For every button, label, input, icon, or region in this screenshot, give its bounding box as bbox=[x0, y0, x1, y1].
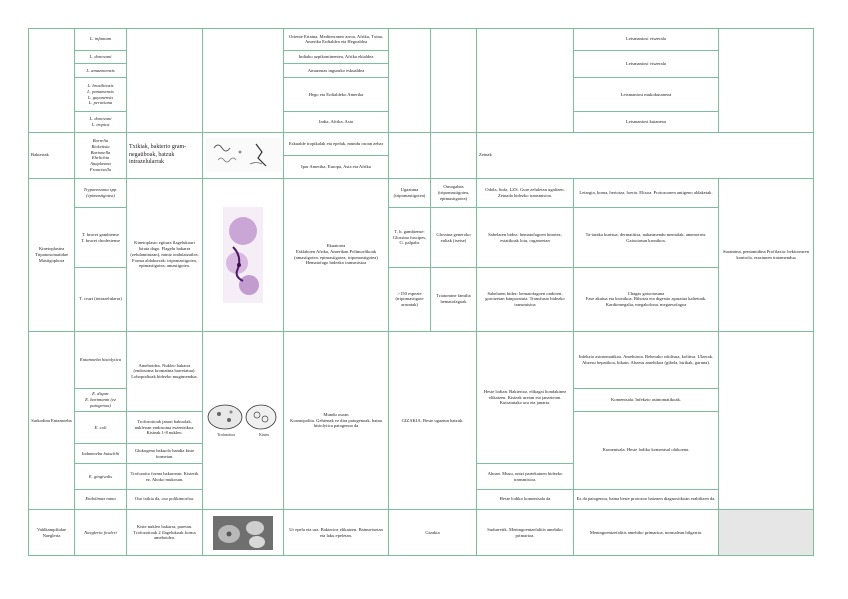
vector-cell bbox=[431, 29, 477, 133]
organism-cell: E. coli bbox=[75, 411, 127, 443]
distribution-cell: Amazonas inguruko eskualdea bbox=[284, 64, 389, 78]
route-cell: Heste lodian. Bakterioz, elikagai hondakinez elikatzen. Kisteak uretan eta janarietan. Kutsatutako ura eta janaria. bbox=[477, 331, 574, 464]
morphology-cell: Glukogeno bakuolo handia kiste formetan. bbox=[127, 443, 203, 464]
table-row bbox=[29, 178, 848, 208]
distribution-cell: Ur epela eta ura. Bakterioz elikatzen. Bainuetxetan eta laku epeletan. bbox=[284, 510, 389, 556]
vector-cell: Triatomine familia hematofagoak bbox=[431, 267, 477, 331]
organism-cell: T. cruzi (intrazelularra) bbox=[75, 267, 127, 331]
treatment-cell bbox=[719, 29, 814, 133]
distribution-cell: Indiako azpikontinentea, Afrika ekialdea bbox=[284, 50, 389, 64]
disease-cell: Leismaniosi viszerala bbox=[574, 29, 719, 51]
disease-cell: Meningoentzefalitis amebiko primarioa, normalean hilgarria. bbox=[574, 510, 719, 556]
host-cell: T. b. gambiense: Glossina fuscipes, G. palpalis bbox=[389, 208, 431, 267]
host-cell: >150 espezie (tripomastigote arruntak) bbox=[389, 267, 431, 331]
organism-cell: E. gingivalis bbox=[75, 464, 127, 489]
route-cell: Sabelaren bidez: hematofagoen bitartez, estatikoak lotu, organoetan bbox=[477, 208, 574, 267]
parasite-table bbox=[28, 28, 848, 556]
host-cell bbox=[389, 132, 431, 178]
route-cell: Odola, linfa, LZS. Gure zeluletan ugaltzen. Zeinada bidezko transmisioa. bbox=[477, 178, 574, 208]
disease-cell: Leismaniosi kutaneoa bbox=[574, 112, 719, 133]
treatment-cell: Suramina, pentamidina Profilaxia: bektorearen kontrola, eraztunen tratamendua bbox=[719, 178, 814, 331]
morphology-cell: Trofozoitoak janari bakuolak, nukleoan endosoma eszentrikoa. Kisteak 1-8 nukleo. bbox=[127, 411, 203, 443]
image-cell bbox=[203, 132, 284, 178]
organism-cell: Iodamoeba butschlii bbox=[75, 443, 127, 464]
route-cell: Ahoan. Musu, ontzi partekatuen bidezko transmisioa. bbox=[477, 464, 574, 489]
morphology-cell: Oso txikia da, oso polikimorfoa. bbox=[127, 489, 203, 510]
image-cell bbox=[203, 510, 284, 556]
disease-cell: Infekzio asintomatikoa. Amebiasia. Beherako odoltsua, kolitisa. Ulzerak. Abzesu hepatikoa, bikain. Abzesu amebikoa (gibela, birikak, garuna). bbox=[574, 331, 719, 388]
disease-cell: Chagas gaixotasuna Fase akutua eta kronikoa. Bihotza eta digestio aparatua kaltetuak. Kardiomegalia, megakolona, megaesofagoa bbox=[574, 267, 719, 331]
organism-cell: L. donovani bbox=[75, 50, 127, 64]
morphology-cell: Ameboidea. Nukleo bakarra (endosoma kromatina barreiatua). Lobopodioak bidezko mugimendua. bbox=[127, 331, 203, 411]
distribution-cell: Mundu osoan Kosmopolita. Gehienak ez dira patogenoak, baina histolytica patogenoa da bbox=[284, 331, 389, 509]
organism-cell: Naegleria fowleri bbox=[75, 510, 127, 556]
route-cell: Heste lodiko komentsala da bbox=[477, 489, 574, 510]
organism-cell: Entamoeba histolytica bbox=[75, 331, 127, 388]
disease-cell: Komentsala. Heste lodiko komentsal ohikoena. bbox=[574, 411, 719, 489]
disease-cell: Ez da patogenoa, baina beste protozoo batzuen diagnostikoan erabiltzen da. bbox=[574, 489, 719, 510]
image-cell bbox=[203, 331, 284, 509]
image-label: Kistea bbox=[259, 433, 269, 438]
disease-cell: Letargia, koma, heriotza, loeria. Eltxoa. Protozoaren antigeno aldaketak. bbox=[574, 178, 719, 208]
organism-cell: Endolimax nana bbox=[75, 489, 127, 510]
vector-cell: Ornogabea (tripomastigotea, epimastigotea) bbox=[431, 178, 477, 208]
bacteria-image bbox=[205, 134, 281, 177]
image-cell bbox=[203, 29, 284, 133]
distribution-cell: Hego eta Erdialdeko Amerika bbox=[284, 78, 389, 112]
image-label: Trofozoitoa bbox=[217, 433, 235, 438]
table-row bbox=[29, 510, 848, 556]
distribution-cell: India, Afrika, Asia bbox=[284, 112, 389, 133]
host-cell: Ugaztuna (tripomastigotea) bbox=[389, 178, 431, 208]
morphology-cell: Kiste nukleo bakarra, paretan. Trofozoitoak 2 flagelukoak forma ameboidea. bbox=[127, 510, 203, 556]
vector-cell bbox=[431, 132, 477, 178]
route-cell bbox=[477, 29, 574, 133]
treatment-cell bbox=[719, 331, 814, 509]
route-cell: Sudurretik. Meningoentzefalitis amebiko primarioa. bbox=[477, 510, 574, 556]
disease-cell: Leismaniosi mukokutaneoa bbox=[574, 78, 719, 112]
morphology-cell: Trofozoito forma bakarrean. Kisterik ez. Ahoko mukosan. bbox=[127, 464, 203, 489]
host-cell: GIZAKIA. Beste ugaztun batzuk. bbox=[389, 331, 477, 509]
route-cell: Sabelaren bidez: hematofagoen ondoren, gorotzetan kanporatuta. Transfusio bidezko transmisioa bbox=[477, 267, 574, 331]
organism-cell: L. donovani L. tropica bbox=[75, 112, 127, 133]
group-cell-bakteriak: Bakteriak bbox=[29, 132, 75, 178]
naegleria-image bbox=[205, 511, 281, 554]
treatment-cell bbox=[719, 510, 814, 556]
morphology-cell: Txikiak, bakterio gram-negatiboak, batzuk intrazelularrak bbox=[127, 132, 203, 178]
group-cell-trypanosoma: Kinetoplastea Tripanosomatidae Mastigophora bbox=[29, 178, 75, 331]
disease-cell: Ta-taraka kurtsua, dermatitisa, nahasmendu mentalak, amenorrea. Gaixotasun kronikoa. bbox=[574, 208, 719, 267]
distribution-cell: Eskualde tropikalak eta epelak, mundu osoan zehar bbox=[284, 132, 389, 155]
table-row bbox=[29, 29, 848, 51]
distribution-cell: Ipar Amerika, Europa, Asia eta Afrika bbox=[284, 155, 389, 178]
group-cell-leishmania bbox=[29, 29, 75, 133]
vector-cell: Glossina generoko euliak (tsetse) bbox=[431, 208, 477, 267]
organism-cell: E. dispar E. hartmanni (ez patogenoa) bbox=[75, 388, 127, 411]
route-cell: Zeinak bbox=[477, 132, 814, 178]
organism-cell: L. infantum bbox=[75, 29, 127, 51]
group-cell-sarkodina: Sarkodina Entamoeba bbox=[29, 331, 75, 509]
distribution-cell: Ekuatorea Esklaboen Afrika, Amerikan Polimorfikoak (amastigotea, epimastigotea, tripomastigotea) Hematofago bidezko transmisioa bbox=[284, 178, 389, 331]
organism-cell: L. amazonensis bbox=[75, 64, 127, 78]
organism-cell: Borrelia Rickettsia Bartonella Ehrlichia Anaplasma Francisella bbox=[75, 132, 127, 178]
group-cell-vahlkampfiidae: Vahlkampfiidae Naegleria bbox=[29, 510, 75, 556]
host-cell bbox=[389, 29, 431, 133]
table-row bbox=[29, 132, 848, 155]
disease-cell: Leismaniosi viszerala bbox=[574, 50, 719, 77]
organism-cell: Trypanosoma spp. (epimastigotea) bbox=[75, 178, 127, 208]
host-cell: Gizakia bbox=[389, 510, 477, 556]
morphology-cell bbox=[127, 29, 203, 133]
organism-cell: T. brucei gambiense T. brucei rhodesiense bbox=[75, 208, 127, 267]
table-row bbox=[29, 331, 848, 388]
image-cell bbox=[203, 178, 284, 331]
organism-cell: L. braziliensis L. panamensis L. guyanensis L. peruviana bbox=[75, 78, 127, 112]
morphology-cell: Kinetoplasto egitura flagelukoari lotuta dago. Flagelu bakarra (zelulamintzan), mintz ondulatzailea. Forma aldakorrak: tripomastigotea, epimastigotea, amastigotea. bbox=[127, 178, 203, 331]
trypanosoma-image bbox=[205, 180, 281, 330]
distribution-cell: Oriente Ertaina, Mediterraneo arroa, Afrika, Txina, Amerika Erdialdea eta Hegoaldea bbox=[284, 29, 389, 51]
entamoeba-image bbox=[205, 333, 281, 508]
disease-cell: Komentsala. Infekzio asintomatikoak. bbox=[574, 388, 719, 411]
